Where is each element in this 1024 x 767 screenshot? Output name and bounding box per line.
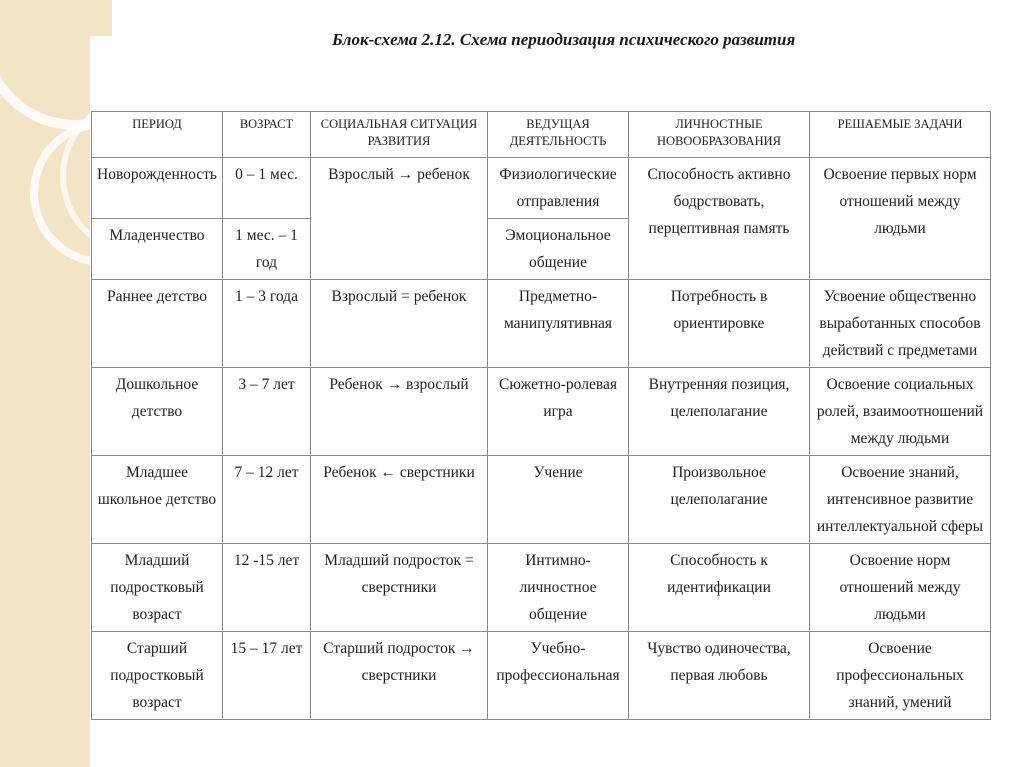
cell-activity: Физиологические отправления (488, 158, 629, 219)
cell-period: Младший подростковый возраст (92, 544, 223, 632)
cell-period: Новорожденность (92, 158, 223, 219)
cell-tasks: Освоение норм отношений между людьми (810, 544, 991, 632)
cell-neo: Способность к идентификации (629, 544, 810, 632)
cell-neo: Произвольное целеполагание (629, 456, 810, 544)
cell-age: 7 – 12 лет (223, 456, 311, 544)
cell-neo: Внутренняя позиция, целеполагание (629, 368, 810, 456)
table-row (92, 632, 991, 720)
cell-social: Ребенок ← сверстники (311, 456, 488, 544)
cell-social: Ребенок → взрослый (311, 368, 488, 456)
header-tasks: РЕШАЕМЫЕ ЗАДАЧИ (810, 112, 991, 158)
cell-age: 3 – 7 лет (223, 368, 311, 456)
cell-period: Младшее школьное детство (92, 456, 223, 544)
cell-period: Дошкольное детство (92, 368, 223, 456)
table-row (92, 368, 991, 456)
cell-social: Старший подросток → сверстники (311, 632, 488, 720)
header-neoformations: ЛИЧНОСТНЫЕ НОВООБРАЗОВАНИЯ (629, 112, 810, 158)
periodization-table (91, 111, 991, 720)
header-social-situation: СОЦИАЛЬНАЯ СИТУАЦИЯ РАЗВИТИЯ (311, 112, 488, 158)
cell-activity: Интимно-личностное общение (488, 544, 629, 632)
cell-age: 1 – 3 года (223, 280, 311, 368)
table-header-row (92, 112, 991, 158)
header-age: ВОЗРАСТ (223, 112, 311, 158)
cell-age: 15 – 17 лет (223, 632, 311, 720)
table-row (92, 456, 991, 544)
cell-age: 0 – 1 мес. (223, 158, 311, 219)
cell-social: Младший подросток = сверстники (311, 544, 488, 632)
cell-tasks: Освоение социальных ролей, взаимоотношений между людьми (810, 368, 991, 456)
cell-neo: Чувство одиночества, первая любовь (629, 632, 810, 720)
cell-activity: Учение (488, 456, 629, 544)
header-period: ПЕРИОД (92, 112, 223, 158)
cell-age: 1 мес. – 1 год (223, 219, 311, 280)
table-row (92, 544, 991, 632)
cell-tasks: Усвоение общественно выработанных способов действий с предметами (810, 280, 991, 368)
cell-period: Младенчество (92, 219, 223, 280)
cell-tasks: Освоение профессиональных знаний, умений (810, 632, 991, 720)
cell-period: Старший подростковый возраст (92, 632, 223, 720)
cell-social: Взрослый = ребенок (311, 280, 488, 368)
cell-neo: Потребность в ориентировке (629, 280, 810, 368)
cell-neo: Способность активно бодрствовать, перцептивная память (629, 158, 810, 280)
cell-tasks: Освоение знаний, интенсивное развитие интеллектуальной сферы (810, 456, 991, 544)
header-leading-activity: ВЕДУЩАЯ ДЕЯТЕЛЬНОСТЬ (488, 112, 629, 158)
table-row (92, 280, 991, 368)
cell-period: Раннее детство (92, 280, 223, 368)
cell-activity: Сюжетно-ролевая игра (488, 368, 629, 456)
cell-activity: Эмоциональное общение (488, 219, 629, 280)
cell-activity: Предметно-манипулятивная (488, 280, 629, 368)
cell-social: Взрослый → ребенок (311, 158, 488, 280)
cell-tasks: Освоение первых норм отношений между людьми (810, 158, 991, 280)
page-title: Блок-схема 2.12. Схема периодизация психического развития (332, 30, 796, 49)
cell-age: 12 -15 лет (223, 544, 311, 632)
table-row (92, 158, 991, 219)
cell-activity: Учебно-профессиональная (488, 632, 629, 720)
